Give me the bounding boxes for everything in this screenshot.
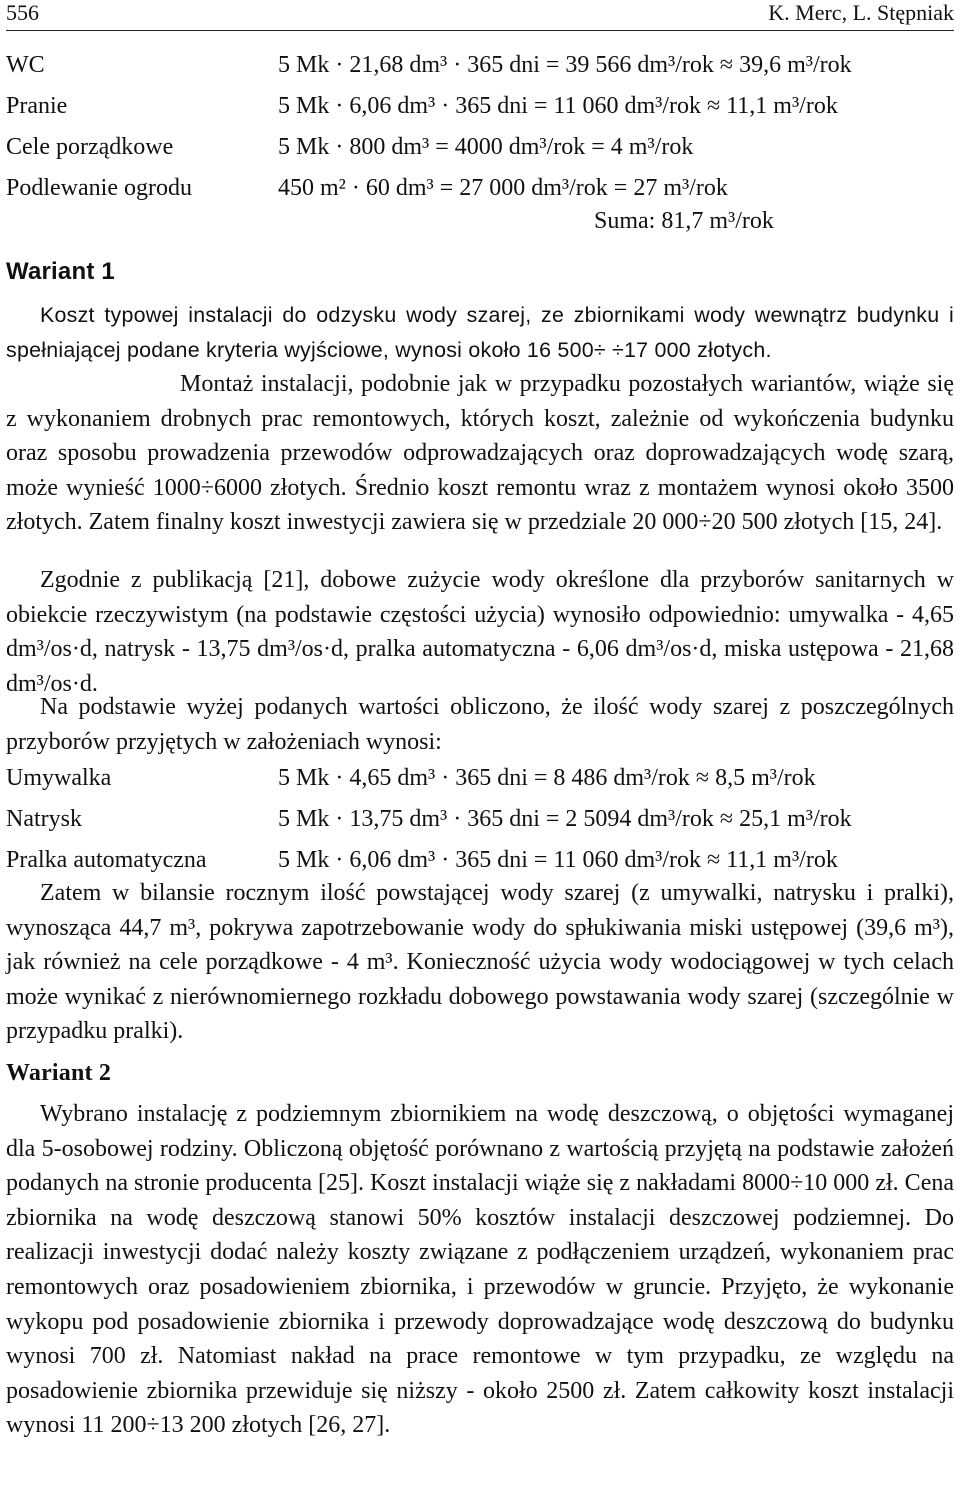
row-label: Umywalka bbox=[6, 765, 112, 791]
row-equation: 5 Mk · 6,06 dm³ · 365 dni = 11 060 dm³/rok ≈ 11,1 m³/rok bbox=[278, 93, 838, 119]
variant1-paragraph-2: Zgodnie z publikacją [21], dobowe zużycie wody określone dla przyborów sanitarnych w obiekcie rzeczywistym (na podstawie częstości użycia) wynosiło odpowiednio: umywalka - 4,65 dm³/os·d, natrysk - 13,75 dm³/os·d, pralka automatyczna - 6,06 dm³/os·d, miska ustępowa - 21,68 dm³/os·d. bbox=[6, 567, 954, 697]
row-equation: 450 m² · 60 dm³ = 27 000 dm³/rok = 27 m³/rok bbox=[278, 175, 728, 201]
row-equation: 5 Mk · 800 dm³ = 4000 dm³/rok = 4 m³/rok bbox=[278, 134, 694, 160]
row-label: Podlewanie ogrodu bbox=[6, 175, 192, 201]
row-equation: 5 Mk · 13,75 dm³ · 365 dni = 2 5094 dm³/rok ≈ 25,1 m³/rok bbox=[278, 806, 852, 832]
page-number: 556 bbox=[6, 0, 39, 25]
row-equation: 5 Mk · 21,68 dm³ · 365 dni = 39 566 dm³/rok ≈ 39,6 m³/rok bbox=[278, 52, 852, 78]
variant1-paragraph-3: Na podstawie wyżej podanych wartości obliczono, że ilość wody szarej z poszczególnych przyborów przyjętych w założeniach wynosi: bbox=[6, 694, 954, 755]
row-label: Cele porządkowe bbox=[6, 134, 174, 160]
section-heading-wariant-1: Wariant 1 bbox=[6, 258, 115, 285]
document-page bbox=[6, 0, 954, 1439]
variant1-paragraph-1: Montaż instalacji, podobnie jak w przypadku pozostałych wariantów, wiąże się z wykonaniem drobnych prac remontowych, których koszt, zależnie od wykończenia budynku oraz sposobu prowadzenia przewodów odprowadzających oraz doprowadzających wodę szarą, może wynieść 1000÷6000 złotych. Średnio koszt remontu wraz z montażem wynosi około 3500 złotych. Zatem finalny koszt inwestycji zawiera się w przedziale 20 000÷20 500 złotych [15, 24]. bbox=[6, 371, 954, 536]
consumption-sum: Suma: 81,7 m³/rok bbox=[594, 208, 774, 234]
running-header bbox=[6, 0, 954, 31]
row-label: Pranie bbox=[6, 93, 68, 119]
variant2-paragraph-1: Wybrano instalację z podziemnym zbiornikiem na wodę deszczową, o objętości wymaganej dla 5-osobowej rodziny. Obliczoną objętość porównano z wartością przyjętą na podstawie założeń podanych na stronie producenta [25]. Koszt instalacji wiąże się z nakładami 8000÷10 000 zł. Cena zbiornika na wodę deszczową stanowi 50% kosztów instalacji deszczowej podziemnej. Do realizacji inwestycji dodać należy koszty związane z podłączeniem urządzeń, wykonaniem prac remontowych oraz posadowieniem zbiornika, i przewodów w gruncie. Przyjęto, że wykonanie wykopu pod posadowienie zbiornika i przewody doprowadzające wodę deszczową do budynku wynosi 700 zł. Natomiast nakład na prace remontowe w tym przypadku, ze względu na posadowienie zbiornika przewiduje się niższy - około 2500 zł. Zatem całkowity koszt instalacji wynosi 11 200÷13 200 złotych [26, 27]. bbox=[6, 1101, 954, 1439]
row-equation: 5 Mk · 6,06 dm³ · 365 dni = 11 060 dm³/rok ≈ 11,1 m³/rok bbox=[278, 847, 838, 873]
running-authors: K. Merc, L. Stępniak bbox=[768, 0, 954, 25]
row-label: Pralka automatyczna bbox=[6, 847, 207, 873]
row-label: Natrysk bbox=[6, 806, 82, 832]
row-label: WC bbox=[6, 52, 45, 78]
variant1-paragraph-4: Zatem w bilansie rocznym ilość powstającej wody szarej (z umywalki, natrysku i pralki), wynosząca 44,7 m³, pokrywa zapotrzebowanie wody do spłukiwania miski ustępowej (39,6 m³), jak również na cele porządkowe - 4 m³. Konieczność użycia wody wodociągowej w tych celach może wynikać z nierównomiernego rozkładu dobowego powstawania wody szarej (szczególnie w przypadku pralki). bbox=[6, 880, 954, 1045]
variant1-intro: Koszt typowej instalacji do odzysku wody szarej, ze zbiornikami wody wewnątrz budynku i spełniającej podane kryteria wyjściowe, wynosi około 16 500÷ ÷17 000 złotych. bbox=[6, 303, 954, 362]
section-heading-wariant-2: Wariant 2 bbox=[6, 1060, 112, 1086]
row-equation: 5 Mk · 4,65 dm³ · 365 dni = 8 486 dm³/rok ≈ 8,5 m³/rok bbox=[278, 765, 816, 791]
